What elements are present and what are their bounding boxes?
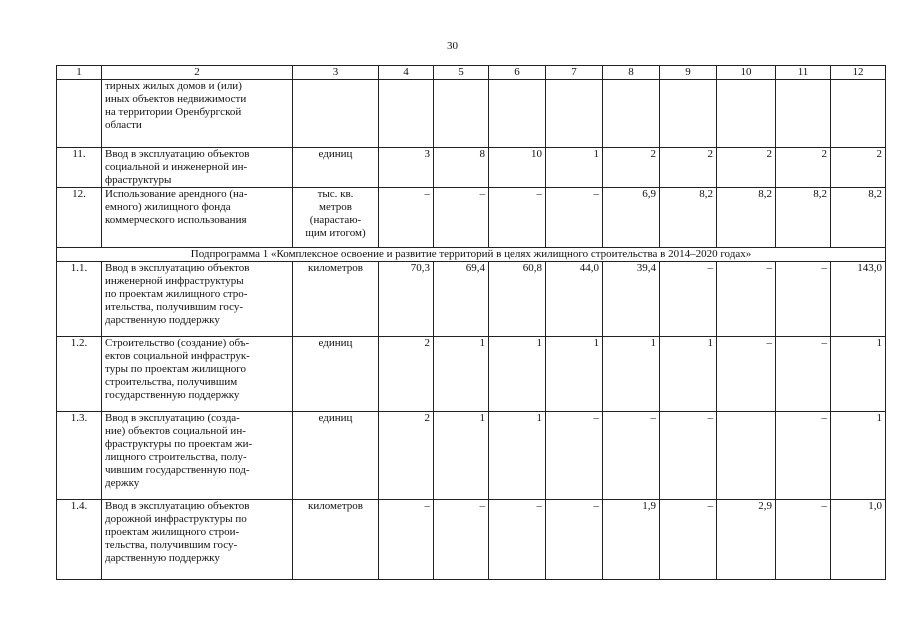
value-cell xyxy=(489,80,546,148)
value-cell-text: 1,9 xyxy=(642,500,656,512)
value-cell xyxy=(434,148,489,188)
value-cell xyxy=(489,148,546,188)
value-cell xyxy=(776,188,831,248)
value-cell xyxy=(717,412,776,500)
value-cell xyxy=(603,80,660,148)
table-row xyxy=(57,188,886,248)
row-number-text: 1.3. xyxy=(70,412,88,424)
indicator-name-text: Использование арендного (на- емного) жилищного фонда коммерческого использования xyxy=(105,188,248,226)
value-cell xyxy=(379,148,434,188)
value-cell-text: 1 xyxy=(479,337,485,349)
column-number: 6 xyxy=(489,66,546,80)
value-cell xyxy=(660,500,717,580)
indicator-name-text: Ввод в эксплуатацию объектов дорожной инфраструктуры по проектам жилищного строи- тельства, получившим госу- дарственную поддержку xyxy=(105,500,250,564)
row-number xyxy=(57,188,102,248)
value-cell xyxy=(831,148,886,188)
row-number-text: 12. xyxy=(72,188,86,200)
table-row xyxy=(57,412,886,500)
value-cell xyxy=(434,80,489,148)
row-number xyxy=(57,412,102,500)
value-cell xyxy=(603,148,660,188)
value-cell xyxy=(489,337,546,412)
value-cell xyxy=(603,412,660,500)
indicators-table xyxy=(56,65,886,580)
value-cell xyxy=(831,500,886,580)
value-cell xyxy=(546,188,603,248)
value-cell xyxy=(546,500,603,580)
column-number: 2 xyxy=(102,66,293,80)
column-number: 9 xyxy=(660,66,717,80)
value-cell xyxy=(434,500,489,580)
indicator-name-text: Ввод в эксплуатацию (созда- ние) объектов социальной ин- фраструктуры по проектам жи- лищного строительства, полу- чившим государственную под- держку xyxy=(105,412,253,489)
value-cell xyxy=(717,337,776,412)
table-row xyxy=(57,148,886,188)
value-cell-text: 2 xyxy=(766,148,772,160)
value-cell xyxy=(379,188,434,248)
indicator-name xyxy=(102,262,293,337)
value-cell xyxy=(603,500,660,580)
value-cell-text: – xyxy=(593,412,599,424)
value-cell-text: – xyxy=(650,412,656,424)
value-cell-text: 2 xyxy=(424,337,430,349)
unit-of-measure-text: единиц xyxy=(318,412,353,424)
value-cell-text: – xyxy=(424,500,430,512)
value-cell xyxy=(379,500,434,580)
value-cell xyxy=(776,337,831,412)
value-cell xyxy=(603,188,660,248)
unit-of-measure-text: единиц xyxy=(318,337,353,349)
value-cell xyxy=(660,337,717,412)
subprogram-title: Подпрограмма 1 «Комплексное освоение и развитие территорий в целях жилищного строительства в 2014–2020 годах» xyxy=(57,248,886,262)
column-number: 1 xyxy=(57,66,102,80)
value-cell-text: 1 xyxy=(876,337,882,349)
value-cell-text: – xyxy=(536,188,542,200)
value-cell xyxy=(546,80,603,148)
row-number xyxy=(57,262,102,337)
value-cell-text: – xyxy=(766,262,772,274)
indicator-name xyxy=(102,412,293,500)
value-cell-text: 69,4 xyxy=(465,262,485,274)
row-number-text: 1.4. xyxy=(70,500,88,512)
value-cell xyxy=(831,80,886,148)
column-number: 5 xyxy=(434,66,489,80)
value-cell xyxy=(776,262,831,337)
value-cell xyxy=(717,188,776,248)
value-cell-text: 1 xyxy=(876,412,882,424)
indicator-name xyxy=(102,188,293,248)
unit-of-measure xyxy=(293,262,379,337)
value-cell xyxy=(831,188,886,248)
row-number xyxy=(57,500,102,580)
column-number-row xyxy=(57,66,886,80)
value-cell xyxy=(831,412,886,500)
unit-of-measure xyxy=(293,188,379,248)
value-cell xyxy=(717,262,776,337)
value-cell xyxy=(379,80,434,148)
value-cell xyxy=(831,262,886,337)
value-cell-text: – xyxy=(479,188,485,200)
table-row xyxy=(57,80,886,148)
indicator-name xyxy=(102,80,293,148)
value-cell xyxy=(776,412,831,500)
indicator-name-text: Строительство (создание) объ- ектов социальной инфраструк- туры по проектам жилищного строительства, получившим государственную поддержку xyxy=(105,337,250,401)
value-cell-text: – xyxy=(821,412,827,424)
value-cell-text: 1 xyxy=(536,337,542,349)
unit-of-measure-text: единиц xyxy=(318,148,353,160)
column-number: 4 xyxy=(379,66,434,80)
column-number: 10 xyxy=(717,66,776,80)
value-cell xyxy=(660,80,717,148)
unit-of-measure xyxy=(293,337,379,412)
row-number xyxy=(57,337,102,412)
value-cell-text: 8,2 xyxy=(868,188,882,200)
unit-of-measure xyxy=(293,148,379,188)
value-cell xyxy=(489,412,546,500)
value-cell-text: – xyxy=(707,500,713,512)
value-cell xyxy=(489,500,546,580)
value-cell-text: 3 xyxy=(424,148,430,160)
value-cell-text: – xyxy=(707,262,713,274)
value-cell-text: 1,0 xyxy=(868,500,882,512)
value-cell-text: 8,2 xyxy=(813,188,827,200)
value-cell xyxy=(660,412,717,500)
value-cell xyxy=(603,262,660,337)
value-cell-text: 1 xyxy=(536,412,542,424)
indicator-name-text: Ввод в эксплуатацию объектов социальной и инженерной ин- фраструктуры xyxy=(105,148,250,186)
value-cell xyxy=(776,148,831,188)
value-cell-text: – xyxy=(707,412,713,424)
value-cell-text: – xyxy=(424,188,430,200)
value-cell xyxy=(546,337,603,412)
value-cell-text: – xyxy=(821,262,827,274)
column-number: 3 xyxy=(293,66,379,80)
value-cell xyxy=(776,500,831,580)
unit-of-measure xyxy=(293,412,379,500)
value-cell-text: 10 xyxy=(531,148,542,160)
value-cell xyxy=(660,148,717,188)
indicator-name xyxy=(102,500,293,580)
value-cell-text: – xyxy=(821,500,827,512)
value-cell-text: 2 xyxy=(707,148,713,160)
table-row xyxy=(57,262,886,337)
value-cell-text: – xyxy=(593,500,599,512)
table-row xyxy=(57,337,886,412)
column-number: 11 xyxy=(776,66,831,80)
column-number: 12 xyxy=(831,66,886,80)
value-cell-text: 2 xyxy=(821,148,827,160)
indicator-name xyxy=(102,148,293,188)
value-cell xyxy=(379,337,434,412)
value-cell xyxy=(546,148,603,188)
row-number-text: 11. xyxy=(72,148,86,160)
unit-of-measure-text: километров xyxy=(308,262,363,274)
value-cell-text: 2,9 xyxy=(758,500,772,512)
value-cell-text: – xyxy=(479,500,485,512)
page-number: 30 xyxy=(447,40,458,52)
value-cell xyxy=(717,148,776,188)
value-cell-text: 39,4 xyxy=(636,262,656,274)
value-cell xyxy=(546,412,603,500)
value-cell xyxy=(434,262,489,337)
value-cell-text: 143,0 xyxy=(857,262,882,274)
value-cell-text: 1 xyxy=(593,337,599,349)
indicator-name-text: Ввод в эксплуатацию объектов инженерной инфраструктуры по проектам жилищного стро- ительства, получившим госу- дарственную поддержку xyxy=(105,262,250,326)
value-cell-text: 8,2 xyxy=(758,188,772,200)
value-cell-text: 2 xyxy=(650,148,656,160)
value-cell xyxy=(546,262,603,337)
value-cell-text: 2 xyxy=(876,148,882,160)
value-cell-text: 1 xyxy=(707,337,713,349)
value-cell xyxy=(660,188,717,248)
column-number: 8 xyxy=(603,66,660,80)
indicator-name xyxy=(102,337,293,412)
value-cell xyxy=(434,412,489,500)
unit-of-measure-text: тыс. кв. метров (нарастаю- щим итогом) xyxy=(305,188,366,239)
value-cell-text: 44,0 xyxy=(579,262,599,274)
row-number xyxy=(57,80,102,148)
value-cell xyxy=(717,500,776,580)
table-row xyxy=(57,500,886,580)
value-cell xyxy=(434,337,489,412)
indicator-name-text: тирных жилых домов и (или) иных объектов недвижимости на территории Оренбургской области xyxy=(105,80,247,131)
value-cell xyxy=(660,262,717,337)
value-cell-text: 1 xyxy=(593,148,599,160)
value-cell-text: – xyxy=(821,337,827,349)
value-cell xyxy=(603,337,660,412)
value-cell-text: 70,3 xyxy=(410,262,430,274)
value-cell xyxy=(434,188,489,248)
value-cell xyxy=(717,80,776,148)
column-number: 7 xyxy=(546,66,603,80)
value-cell xyxy=(776,80,831,148)
value-cell-text: – xyxy=(593,188,599,200)
unit-of-measure-text: километров xyxy=(308,500,363,512)
value-cell-text: – xyxy=(536,500,542,512)
value-cell-text: 6,9 xyxy=(642,188,656,200)
value-cell xyxy=(831,337,886,412)
unit-of-measure xyxy=(293,80,379,148)
value-cell-text: 1 xyxy=(479,412,485,424)
value-cell xyxy=(379,412,434,500)
value-cell-text: 60,8 xyxy=(522,262,542,274)
value-cell xyxy=(489,188,546,248)
subprogram-row xyxy=(57,248,886,262)
value-cell-text: – xyxy=(766,337,772,349)
value-cell xyxy=(489,262,546,337)
value-cell-text: 8 xyxy=(479,148,485,160)
row-number-text: 1.2. xyxy=(70,337,88,349)
value-cell-text: 1 xyxy=(650,337,656,349)
unit-of-measure xyxy=(293,500,379,580)
row-number xyxy=(57,148,102,188)
value-cell xyxy=(379,262,434,337)
value-cell-text: 2 xyxy=(424,412,430,424)
value-cell-text: 8,2 xyxy=(699,188,713,200)
row-number-text: 1.1. xyxy=(70,262,88,274)
